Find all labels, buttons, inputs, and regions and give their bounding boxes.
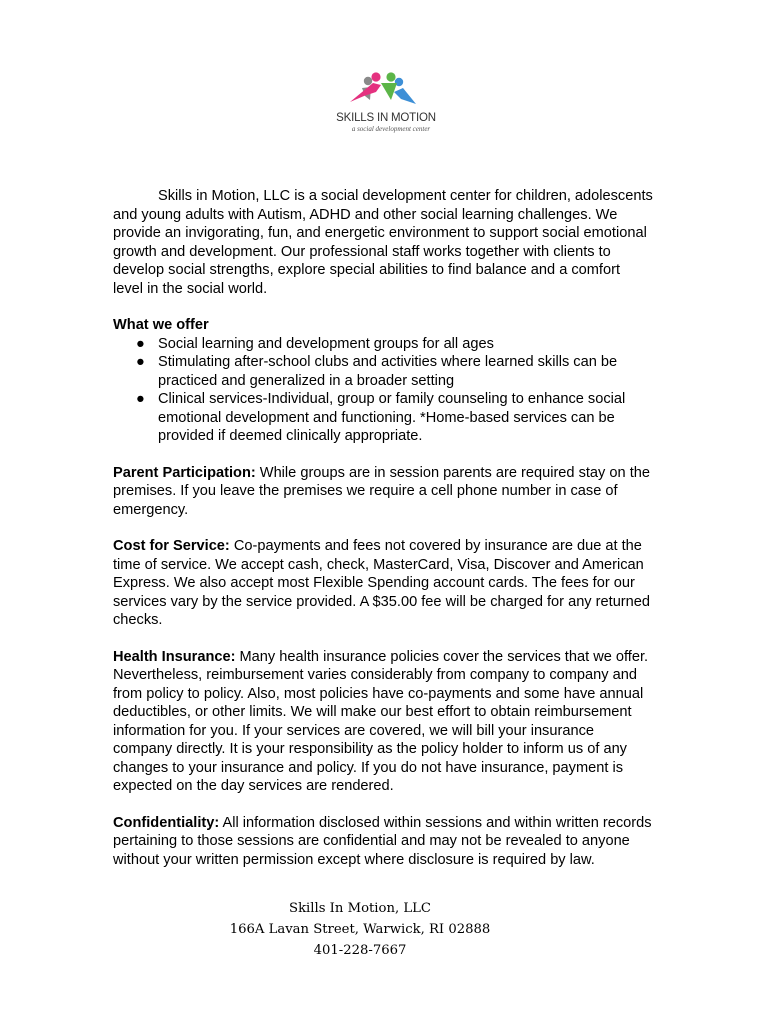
bullet-icon: ● xyxy=(136,391,145,407)
offer-list xyxy=(113,335,653,446)
health-insurance-paragraph xyxy=(113,648,653,796)
list-item-text: Clinical services-Individual, group or family counseling to enhance social emotional development and functioning. *Home-based services can be provided if deemed clinically appropriate. xyxy=(158,391,626,444)
health-insurance-label: Health Insurance: xyxy=(113,648,236,665)
cost-for-service-text: Co-payments and fees not covered by insurance are due at the time of service. We accept cash, check, MasterCard, Visa, Discover and American Express. We also accept most Flexible Spending account cards. The fees for our services vary by the service provided. A $35.00 fee will be charged for any returned checks. xyxy=(113,538,651,628)
confidentiality-paragraph xyxy=(113,814,653,870)
list-item xyxy=(113,353,653,390)
parent-participation-text: While groups are in session parents are required stay on the premises. If you leave the premises we require a cell phone number in case of emergency. xyxy=(113,464,650,518)
confidentiality-label: Confidentiality: xyxy=(113,814,220,831)
company-logo xyxy=(318,72,452,138)
page-footer xyxy=(185,898,535,961)
footer-phone: 401-228-7667 xyxy=(313,943,407,958)
list-item-text: Stimulating after-school clubs and activities where learned skills can be practiced and generalized in a broader setting xyxy=(158,354,618,389)
footer-address: 166A Lavan Street, Warwick, RI 02888 xyxy=(229,922,491,937)
footer-company: Skills In Motion, LLC xyxy=(289,901,431,916)
cost-for-service-paragraph xyxy=(113,537,653,630)
confidentiality-text: All information disclosed within sessions and within written records pertaining to those sessions are confidential and may not be revealed to anyone without your written permission except where disclosure is required by law. xyxy=(113,814,652,868)
logo-wordmark: SKILLS IN MOTION xyxy=(336,112,436,124)
document-body xyxy=(113,187,653,887)
cost-for-service-label: Cost for Service: xyxy=(113,538,230,554)
bullet-icon: ● xyxy=(136,354,145,370)
list-item-text: Social learning and development groups for all ages xyxy=(158,335,494,352)
logo-tagline: a social development center xyxy=(351,125,431,133)
intro-paragraph: Skills in Motion, LLC is a social development center for children, adolescents and young adults with Autism, ADHD and other social learning challenges. We provide an invigorating, fun, and energetic environment to support social emotional growth and development. Our professional staff works together with clients to develop social strengths, explore special abilities to find balance and a comfort level in the social world. xyxy=(113,188,653,297)
logo-figures-icon xyxy=(318,72,452,112)
health-insurance-text: Many health insurance policies cover the services that we offer. Nevertheless, reimbursement varies considerably from company to company and from policy to policy. Also, most policies have co-payments and some have annual deductibles, or other limits. We will make our best effort to obtain reimbursement information for you. If your services are covered, we will bill your insurance company directly. It is your responsibility as the policy holder to inform us of any changes to your insurance and policy. If you do not have insurance, payment is expected on the day services are rendered. xyxy=(113,648,649,794)
bullet-icon: ● xyxy=(136,335,145,352)
offer-heading: What we offer xyxy=(113,317,209,333)
list-item xyxy=(113,335,653,354)
parent-participation-label: Parent Participation: xyxy=(113,464,256,481)
parent-participation-paragraph xyxy=(113,464,653,520)
list-item xyxy=(113,390,653,446)
